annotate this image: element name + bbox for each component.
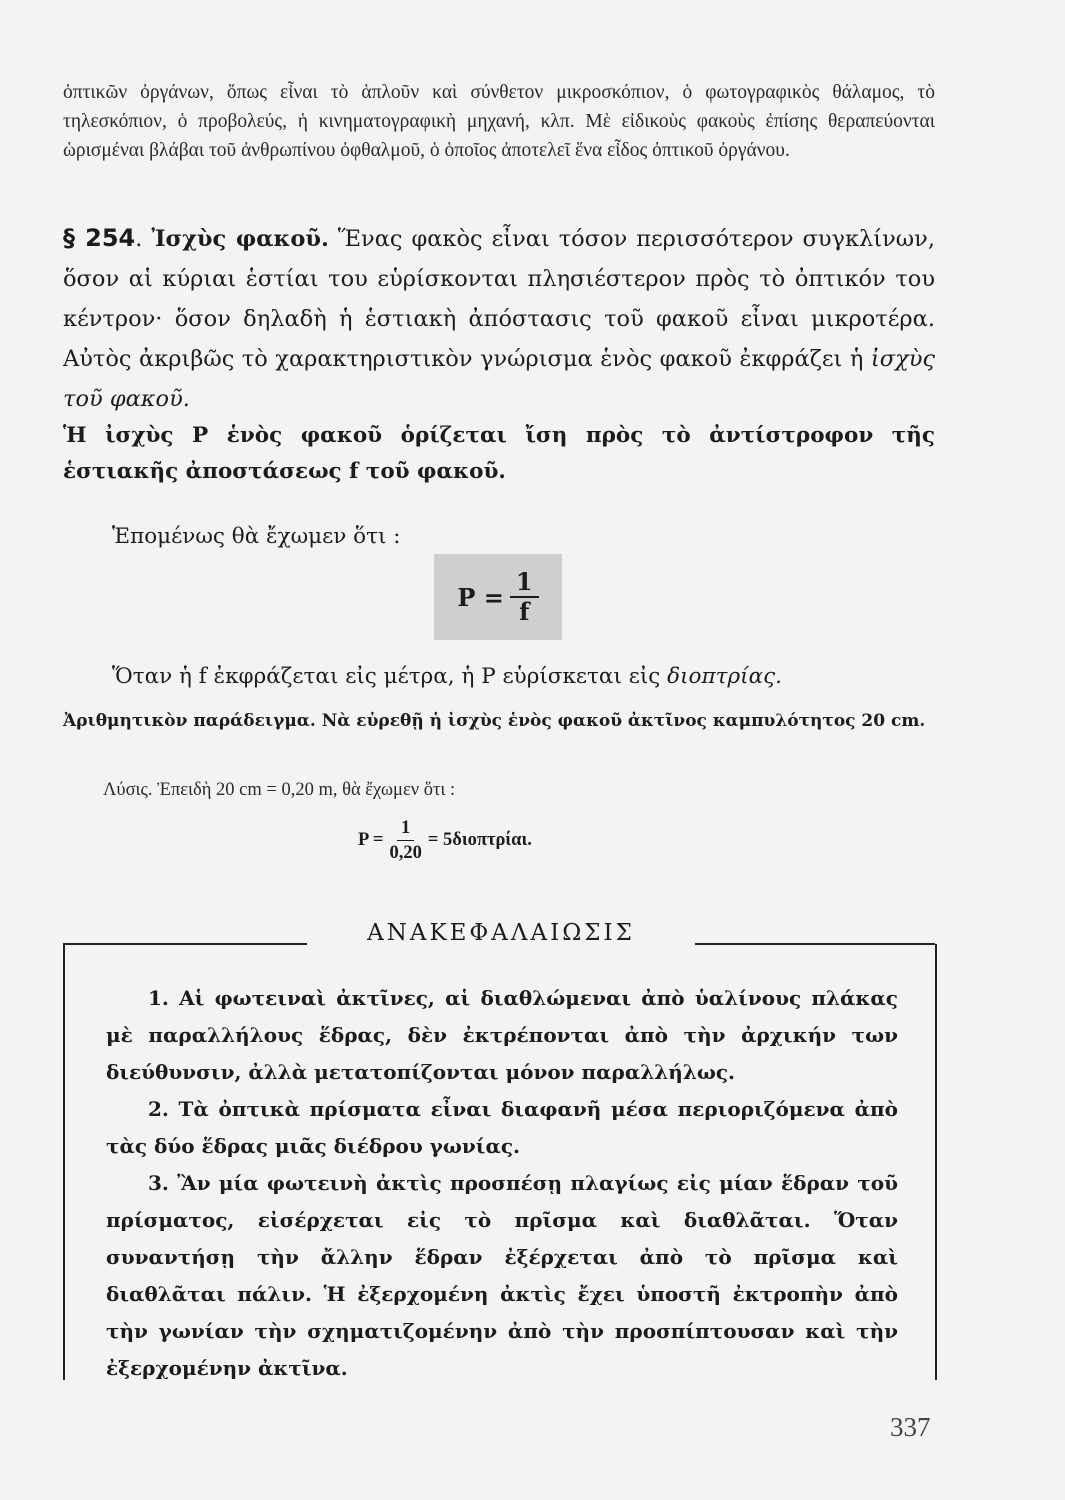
- summary-title: ΑΝΑΚΕΦΑΛΑΙΩΣΙΣ: [367, 920, 635, 946]
- intro-paragraph: ὀπτικῶν ὀργάνων, ὅπως εἶναι τὸ ἁπλοῦν καὶ σύνθετον μικροσκόπιον, ὁ φωτογραφικὸς θάλαμος, τὸ τηλεσκόπιον, ὁ προβολεύς, ἡ κινηματογραφικὴ μηχανή, κλπ. Μὲ εἰδικοὺς φακοὺς ἐπίσης θεραπεύονται ὡρισμέναι βλάβαι τοῦ ἀνθρωπίνου ὀφθαλμοῦ, ὁ ὁποῖος ἀποτελεῖ ἕνα εἶδος ὀπτικοῦ ὀργάνου.: [63, 82, 935, 161]
- lens-power-formula: [434, 554, 562, 640]
- formula-denominator: f: [519, 597, 530, 626]
- units-text: Ὅταν ἡ f ἐκφράζεται εἰς μέτρα, ἡ P εὑρίσκεται εἰς: [112, 664, 661, 689]
- thus-line: Ἑπομένως θὰ ἔχωμεν ὅτι :: [112, 524, 401, 549]
- solution-formula: [358, 816, 532, 865]
- formula-numerator: 1: [510, 568, 539, 598]
- section-emphasis: ἰσχὺς τοῦ φακοῦ.: [63, 346, 935, 412]
- solution-denominator: 0,20: [389, 843, 422, 863]
- summary-list: [106, 980, 898, 1387]
- units-term: διοπτρίας.: [667, 664, 782, 689]
- units-line: [112, 660, 782, 694]
- solution-result: = 5διοπτρίαι.: [427, 830, 532, 850]
- summary-item: 1. Αἱ φωτειναὶ ἀκτῖνες, αἱ διαθλώμεναι ἀπὸ ὑαλίνους πλάκας μὲ παραλλήλους ἕδρας, δὲν ἐκτρέπονται ἀπὸ τὴν ἀρχικήν των διεύθυνσιν, ἀλλὰ μετατοπίζονται μόνον παραλλήλως.: [106, 986, 898, 1084]
- section-254-paragraph: § 254. Ἰσχὺς φακοῦ. Ἕνας φακὸς εἶναι τόσον περισσότερον συγκλίνων, ὅσον αἱ κύριαι ἑστίαι του εὑρίσκονται πλησιέστερον πρὸς τὸ ὀπτικόν του κέντρον· ὅσον δηλαδὴ ἡ ἑστιακὴ ἀπόστασις τοῦ φακοῦ εἶναι μικροτέρα. Αὐτὸς ἀκριβῶς τὸ χαρακτηριστικὸν γνώρισμα ἑνὸς φακοῦ ἐκφράζει ἡ ἰσχὺς τοῦ φακοῦ.: [63, 224, 935, 412]
- formula-lhs: P =: [457, 582, 504, 612]
- summary-item: 2. Τὰ ὀπτικὰ πρίσματα εἶναι διαφανῆ μέσα περιοριζόμενα ἀπὸ τὰς δύο ἕδρας μιᾶς διέδρου γωνίας.: [106, 1097, 898, 1158]
- formula-fraction: [510, 568, 539, 626]
- numerical-example: Ἀριθμητικὸν παράδειγμα. Νὰ εὑρεθῇ ἡ ἰσχὺς ἑνὸς φακοῦ ἀκτῖνος καμπυλότητος 20 cm.: [63, 711, 926, 731]
- solution-line: Λύσις. Ἐπειδὴ 20 cm = 0,20 m, θὰ ἔχωμεν ὅτι :: [103, 780, 456, 800]
- summary-item: 3. Ἂν μία φωτεινὴ ἀκτὶς προσπέσῃ πλαγίως εἰς μίαν ἕδραν τοῦ πρίσματος, εἰσέρχεται εἰς τὸ πρῖσμα καὶ διαθλᾶται. Ὅταν συναντήσῃ τὴν ἄλλην ἕδραν ἐξέρχεται ἀπὸ τὸ πρῖσμα καὶ διαθλᾶται πάλιν. Ἡ ἐξερχομένη ἀκτὶς ἔχει ὑποστῆ ἐκτροπὴν ἀπὸ τὴν γωνίαν τὴν σχηματιζομένην ἀπὸ τὴν προσπίπτουσαν καὶ τὴν ἐξερχομένην ἀκτῖνα.: [106, 1171, 898, 1380]
- solution-fraction: [389, 816, 421, 865]
- section-body: Ἕνας φακὸς εἶναι τόσον περισσότερον συγκλίνων, ὅσον αἱ κύριαι ἑστίαι του εὑρίσκονται πλησιέστερον πρὸς τὸ ὀπτικόν του κέντρον· ὅσον δηλαδὴ ἡ ἑστιακὴ ἀπόστασις τοῦ φακοῦ εἶναι μικροτέρα. Αὐτὸς ἀκριβῶς τὸ χαρακτηριστικὸν γνώρισμα ἑνὸς φακοῦ ἐκφράζει ἡ: [63, 226, 935, 372]
- solution-lhs: P =: [358, 830, 384, 850]
- section-title: Ἰσχὺς φακοῦ.: [151, 226, 329, 252]
- solution-numerator: 1: [397, 816, 414, 841]
- page-number: 337: [890, 1412, 931, 1442]
- definition-statement: Ἡ ἰσχὺς P ἑνὸς φακοῦ ὁρίζεται ἴση πρὸς τὸ ἀντίστροφον τῆς ἑστιακῆς ἀποστάσεως f τοῦ φακοῦ.: [63, 423, 935, 484]
- section-number: § 254: [63, 224, 136, 252]
